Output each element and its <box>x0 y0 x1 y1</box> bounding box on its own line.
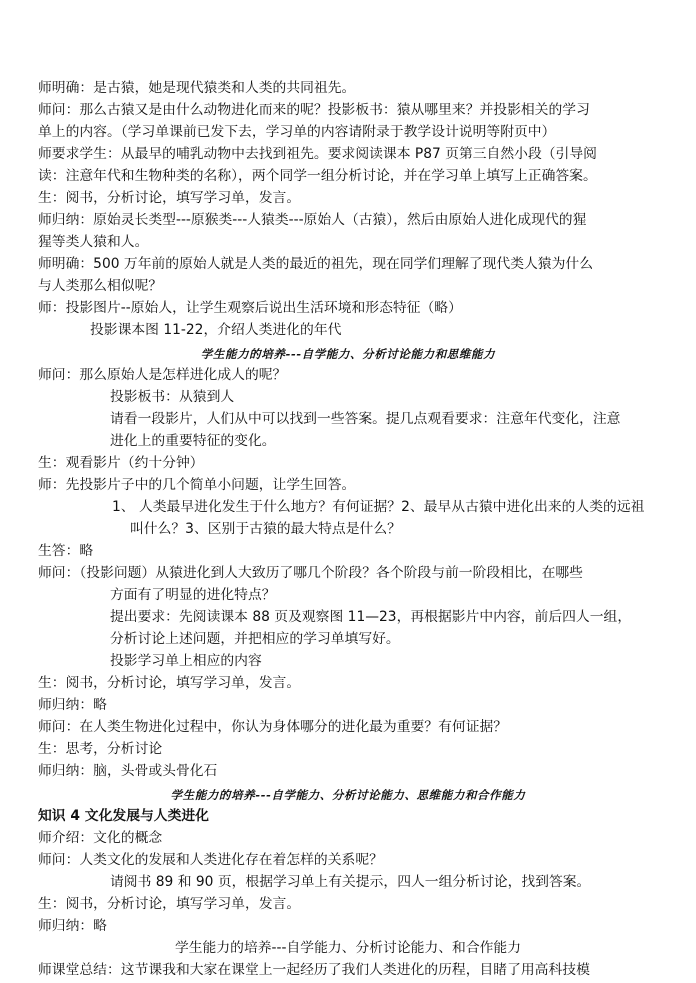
text-line: 进化上的重要特征的变化。 <box>110 433 276 449</box>
text-line: 师课堂总结：这节课我和大家在课堂上一起经历了我们人类进化的历程，目睹了用高科技模 <box>38 962 590 978</box>
text-line: 师问：那么古猿又是由什么动物进化而来的呢？投影板书：猿从哪里来？并投影相关的学习 <box>38 102 590 118</box>
text-line: 叫什么？3、区别于古猿的最大特点是什么？ <box>130 521 401 537</box>
text-line: 投影板书：从猿到人 <box>110 389 235 405</box>
text-line: 方面有了明显的进化特点？ <box>110 587 276 603</box>
text-line: 分析讨论上述问题，并把相应的学习单填写好。 <box>110 631 400 647</box>
text-line: 投影学习单上相应的内容 <box>110 653 262 669</box>
text-line: 师问：在人类生物进化过程中，你认为身体哪分的进化最为重要？有何证据？ <box>38 719 508 735</box>
text-line: 师归纳：原始灵长类型---原猴类---人猿类---原始人（古猿），然后由原始人进化成现代的猩 <box>38 212 587 228</box>
text-line: 生：阅书，分析讨论，填写学习单，发言。 <box>38 190 301 206</box>
text-line: 与人类那么相似呢？ <box>38 278 163 294</box>
text-line: 生：观看影片（约十分钟） <box>38 455 204 471</box>
text-line: 生：阅书，分析讨论，填写学习单，发言。 <box>38 675 301 691</box>
text-line: 生：思考，分析讨论 <box>38 741 163 757</box>
ability-note: 学生能力的培养---自学能力、分析讨论能力、和合作能力 <box>174 940 522 956</box>
text-line: 1、 人类最早进化发生于什么地方？有何证据？2、最早从古猿中进化出来的人类的远祖 <box>112 499 645 515</box>
text-line: 投影课本图 11-22，介绍人类进化的年代 <box>90 322 342 338</box>
text-line: 生：阅书，分析讨论，填写学习单，发言。 <box>38 896 301 912</box>
text-line: 师介绍：文化的概念 <box>38 830 163 846</box>
text-line: 师问：人类文化的发展和人类进化存在着怎样的关系呢？ <box>38 852 383 868</box>
section-heading: 知识 4 文化发展与人类进化 <box>38 808 209 824</box>
text-line: 生答：略 <box>38 543 94 559</box>
text-line: 师问：那么原始人是怎样进化成人的呢？ <box>38 367 287 383</box>
text-line: 单上的内容。（学习单课前已发下去，学习单的内容请附录于教学设计说明等附页中） <box>38 124 556 140</box>
text-line: 师归纳：略 <box>38 697 107 713</box>
text-line: 师要求学生：从最早的哺乳动物中去找到祖先。要求阅读课本 P87 页第三自然小段（引导阅 <box>38 146 597 162</box>
text-line: 师问：（投影问题）从猿进化到人大致历了哪几个阶段？各个阶段与前一阶段相比，在哪些 <box>38 565 583 581</box>
text-line: 请看一段影片，人们从中可以找到一些答案。提几点观看要求：注意年代变化，注意 <box>110 411 621 427</box>
text-line: 提出要求：先阅读课本 88 页及观察图 11—23，再根据影片中内容，前后四人一组， <box>110 609 632 625</box>
ability-note: 学生能力的培养---自学能力、分析讨论能力、思维能力和合作能力 <box>170 788 526 802</box>
text-line: 师归纳：略 <box>38 918 107 934</box>
text-line: 师：投影图片--原始人，让学生观察后说出生活环境和形态特征（略） <box>38 300 462 316</box>
ability-note: 学生能力的培养---自学能力、分析讨论能力和思维能力 <box>200 347 496 361</box>
text-line: 读：注意年代和生物种类的名称），两个同学一组分析讨论，并在学习单上填写上正确答案。 <box>38 168 597 184</box>
text-line: 师归纳：脑，头骨或头骨化石 <box>38 763 218 779</box>
text-line: 师明确：500 万年前的原始人就是人类的最近的祖先，现在同学们理解了现代类人猿为什么 <box>38 256 593 272</box>
text-line: 猩等类人猿和人。 <box>38 234 149 250</box>
text-line: 请阅书 89 和 90 页，根据学习单上有关提示，四人一组分析讨论，找到答案。 <box>110 874 591 890</box>
text-line: 师明确：是古猿，她是现代猿类和人类的共同祖先。 <box>38 80 356 96</box>
text-line: 师：先投影片子中的几个简单小问题，让学生回答。 <box>38 477 356 493</box>
